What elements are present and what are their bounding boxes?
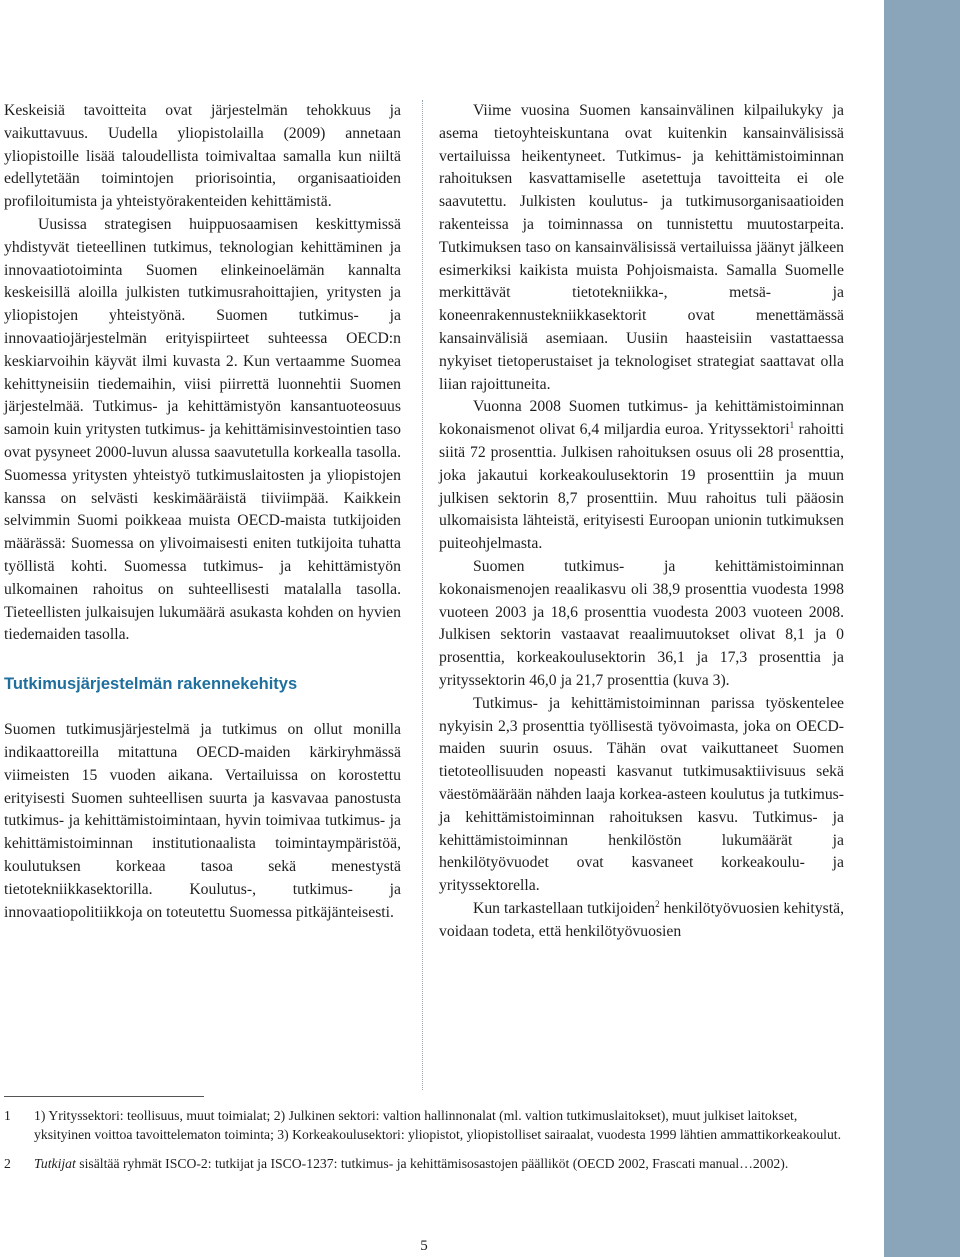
right-paragraph-5 — [439, 898, 844, 944]
column-divider — [422, 100, 423, 1090]
left-paragraph-2: Uusissa strategisen huippuosaamisen keskittymissä yhdistyvät tieteellinen tutkimus, teknologian kehittäminen ja innovaatiotoiminta Suomen elinkeinoelämän kannalta keskeisillä aloilla julkisten tutkimusrahoittajien, yritysten ja yliopistojen yhteistyönä. Suomen tutkimus- ja innovaatiojärjestelmän erityispiirteet suhteessa OECD:n keskiarvoihin käyvät ilmi kuvasta 2. Kun vertaamme Suomea kehittyneisiin tiedemaihin, viisi piirrettä luonnehtii Suomen järjestelmää. Tutkimus- ja kehittämistyön kansantuoteosuus samoin kuin yritysten tutkimus- ja kehittämisinvestointien taso ovat pysyneet 2000-luvun alussa saavutetulla korkealla tasolla. Suomessa yritysten yhteistyö tutkimuslaitosten ja yliopistojen kanssa on selvästi keskimääräistä tiiviimpää. Kaikkein selvimmin Suomi poikkeaa muista OECD-maista tutkijoiden määrässä: Suomessa on ylivoimaisesti eniten tutkijoita tuhatta työllistä kohti. Suomessa tutkimus- ja kehittämistyön ulkomainen rahoitus on suhteellisesti matalalla tasolla. Tieteellisten julkaisujen lukumäärä asukasta kohden on hyvien tiedemaiden tasolla. — [4, 215, 401, 644]
decorative-side-band — [884, 0, 960, 1257]
footnote-body: sisältää ryhmät ISCO-2: tutkijat ja ISCO-1237: tutkimus- ja kehittämisosastojen päälliköt (OECD 2002, Frascati manual…2002). — [75, 1155, 789, 1171]
footnote-ref-2: 2 — [655, 898, 660, 909]
footnote-term: Tutkijat — [34, 1155, 76, 1171]
page-number: 5 — [420, 1238, 428, 1254]
left-paragraph-1: Keskeisiä tavoitteita ovat järjestelmän tehokkuus ja vaikuttavuus. Uudella yliopistolailla (2009) annetaan yliopistoille lisää taloudellista toimivaltaa samalla kun niiltä edellytetään toimintojen priorisointia, organisaatioiden profiloitumista ja yhteistyörakenteiden kehittämistä. — [4, 102, 401, 211]
right-paragraph-1: Viime vuosina Suomen kansainvälinen kilpailukyky ja asema tietoyhteiskuntana ovat kuitenkin kansainvälisissä vertailuissa heikentyneet. Tutkimus- ja kehittämistoiminnan rahoituksen kasvattamiselle asetettuja tavoitteita ei ole saavutettu. Julkisten koulutus- ja tutkimusorganisaatioiden rakenteissa ja toiminnassa on tunnistettu muutostarpeita. Tutkimuksen taso on kansainvälisissä vertailuissa jäänyt jälkeen esimerkiksi kaikista muista Pohjoismaista. Samalla Suomelle merkittävät tietotekniikka-, metsä- ja koneenrakennustekniikkasektorit ovat menettämässä kansainvälisiä asemiaan. Uusiin haasteisiin vastattaessa nykyiset tietoperustaiset ja teknologiset strategiat saattavat olla liian rajoittuneita. — [439, 102, 844, 393]
right-paragraph-5-start: Kun tarkastellaan tutkijoiden — [473, 899, 656, 917]
right-paragraph-2-start: Vuonna 2008 Suomen tutkimus- ja kehittämistoiminnan kokonaismenot olivat 6,4 miljardia euroa. Yrityssektori — [439, 398, 844, 439]
left-column — [4, 100, 401, 924]
right-paragraph-3: Suomen tutkimus- ja kehittämistoiminnan kokonaismenojen reaalikasvu oli 38,9 prosenttia vuodesta 1998 vuoteen 2003 ja 18,6 prosenttia vuodesta 2003 vuoteen 2008. Julkisen sektorin vastaavat reaalimuutokset olivat 8,1 ja 0 prosenttia, korkeakoulusektorin 36,1 ja 17,3 prosenttia ja yrityssektorin 46,0 ja 21,7 prosenttia (kuva 3). — [439, 557, 844, 689]
footnote-2 — [4, 1154, 854, 1173]
footnote-number: 2 — [4, 1155, 11, 1171]
footnote-ref-1: 1 — [789, 419, 795, 430]
right-column — [439, 100, 844, 943]
footnote-text: 1) Yrityssektori: teollisuus, muut toimialat; 2) Julkinen sektori: valtion hallinnonalat (ml. valtion tutkimuslaitokset), muut julkiset laitokset, yksityinen voittoa tavoittelematon toiminta; 3) Korkeakoulusektori: yliopistot, yliopistolliset sairaalat, vuodesta 1999 lähtien ammattikorkeakoulut. — [34, 1108, 842, 1143]
right-paragraph-4: Tutkimus- ja kehittämistoiminnan parissa työskentelee nykyisin 2,3 prosenttia työllisestä työvoimasta, joka on OECD-maiden suurin osuus. Tähän ovat vaikuttaneet Suomen tietoteollisuuden nopeasti kasvanut tutkimusaktiivisuus sekä väestömäärään nähden laaja korkea-asteen koulutus ja tutkimus- ja kehittämistoiminnan rahoituksen kasvu. Tutkimus- ja kehittämistoiminnan henkilöstön lukumäärät ja henkilötyövuodet ovat kasvaneet korkeakoulu- ja yrityssektorella. — [439, 694, 844, 895]
footnote-number: 1 — [4, 1108, 11, 1123]
left-paragraph-3: Suomen tutkimusjärjestelmä ja tutkimus on ollut monilla indikaattoreilla mitattuna OECD-maiden kärkiryhmässä viimeisten 15 vuoden aikana. Vertailuissa on korostettu erityisesti Suomen suhteellisen suurta ja kasvavaa panostusta tutkimus- ja kehittämistoimintaan, hyvin toimivaa tutkimus- ja kehittämistoiminnan institutionaalista toimintaympäristöä, koulutuksen korkeaa tasoa sekä menestystä tietotekniikkasektorilla. Koulutus-, tutkimus- ja innovaatiopolitiikkoja on toteutettu Suomessa pitkäjänteisesti. — [4, 721, 401, 921]
footnotes — [4, 1106, 854, 1182]
footnote-text — [34, 1154, 854, 1173]
footnote-1 — [4, 1106, 854, 1145]
right-paragraph-2 — [439, 396, 844, 556]
section-heading: Tutkimusjärjestelmän rakennekehitys — [4, 675, 298, 694]
footnote-rule — [4, 1096, 204, 1097]
right-paragraph-2-end: rahoitti siitä 72 prosenttia. Julkisen rahoituksen osuus oli 28 prosenttia, joka jakautui korkeakoulusektorin 19 prosenttiin ja muun julkisen sektorin 8,7 prosenttiin. Muu rahoitus tuli pääosin ulkomaisista lähteistä, erityisesti Euroopan unionin tutkimuksen puiteohjelmasta. — [439, 421, 844, 553]
right-paragraph-5-end: henkilötyövuosien kehitystä, voidaan todeta, että henkilötyövuosien — [439, 899, 844, 940]
